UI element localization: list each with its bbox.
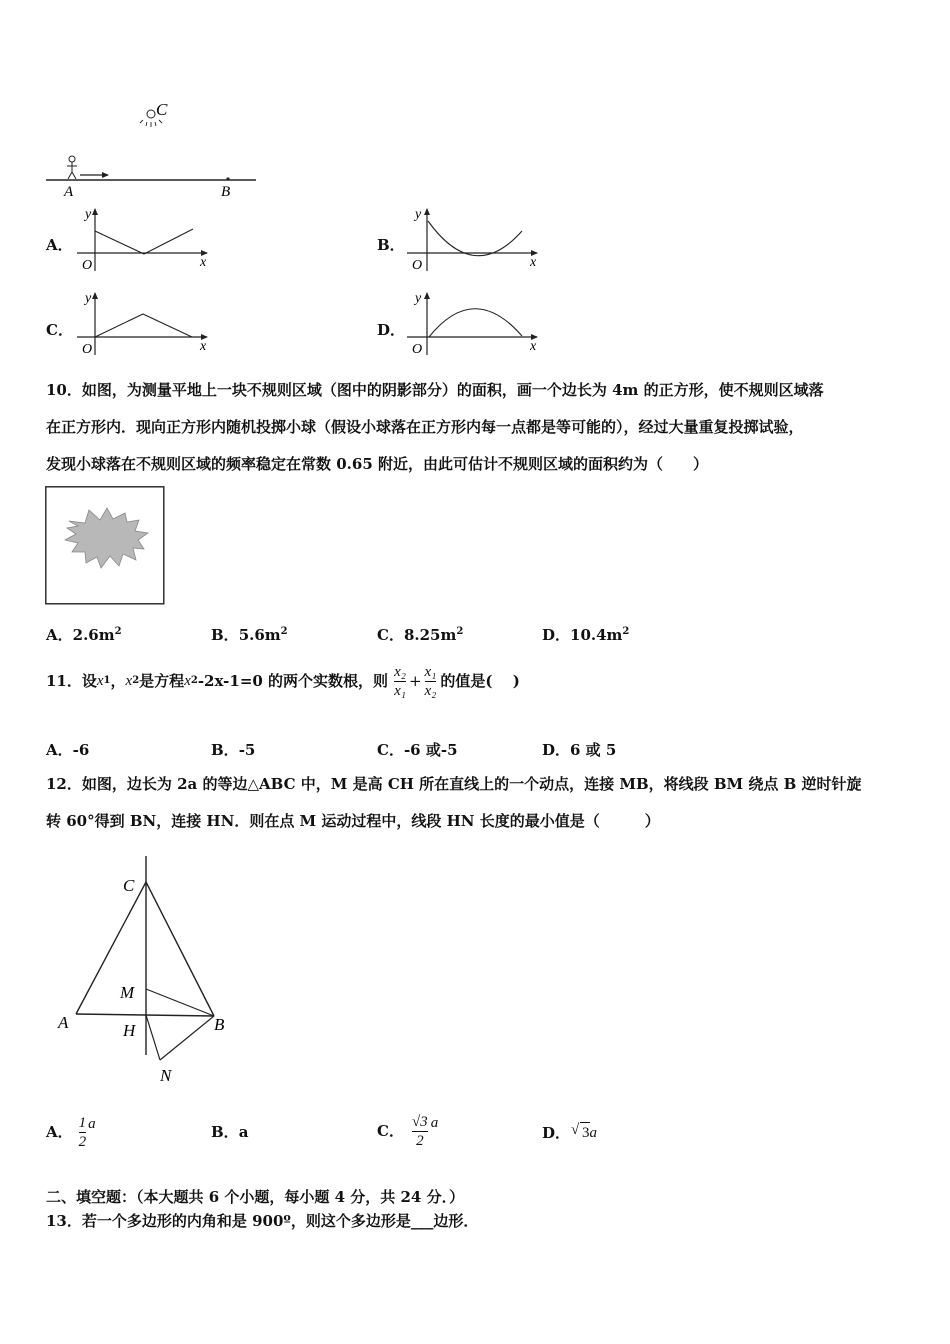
q12-option-b: B．a (211, 1123, 249, 1141)
q9-b-x: x (530, 255, 537, 270)
q12-label-h: H (123, 1021, 136, 1040)
q9-point-b: B (221, 184, 231, 200)
q9-option-b-graph (402, 205, 542, 275)
q11-option-a: A．-6 (46, 741, 90, 759)
q10-line-2: 在正方形内．现向正方形内随机投掷小球（假设小球落在正方形内每一点都是等可能的），经过大量重复投掷试验， (46, 418, 804, 436)
q9-a-x: x (200, 255, 207, 270)
section-2-heading: 二、填空题：（本大题共 6 个小题，每小题 4 分，共 24 分．） (46, 1188, 465, 1206)
q11-option-c: C．-6 或-5 (377, 741, 458, 759)
q12-label-c: C (123, 876, 135, 895)
q10-option-b: B．$5.6m^2$ (211, 626, 288, 644)
q10-option-d: D．$10.4m^2$ (542, 626, 630, 644)
q9-option-c-label: C． (46, 321, 73, 339)
q12-option-a: A． $\frac{1}{2}$ a (46, 1114, 96, 1150)
q9-point-a: A (64, 184, 74, 200)
q12-label-a: A (58, 1013, 69, 1032)
q9-d-y: y (415, 291, 422, 306)
q11-stem: 11．设 x 1 ， x 2 是方程 x 2 -2x-1=0 的两个实数根，则 $\frac{\text{x₂}}{\text{x₁}}$ + $\frac{\text{x₁}}{\text{x₂}}$ 的值是( ) (46, 663, 520, 699)
q10-line-1: 10．如图，为测量平地上一块不规则区域（图中的阴影部分）的面积，画一个边长为 4m 的正方形，使不规则区域落 (46, 381, 824, 399)
q9-c-x: x (200, 339, 207, 354)
q9-option-a-label: A． (46, 236, 73, 254)
q12-option-d: D． √ 3 a (542, 1122, 598, 1142)
q12-line-2: 转 60°得到 BN，连接 HN．则在点 M 运动过程中，线段 HN 长度的最小值是（ ） (46, 812, 660, 830)
q12-triangle-figure (50, 850, 250, 1090)
q10-option-a: A．$2.6m^2$ (46, 626, 122, 644)
q13-stem: 13．若一个多边形的内角和是 900º，则这个多边形是___边形． (46, 1212, 479, 1230)
q9-c-y: y (85, 291, 92, 306)
q9-c-o: O (82, 342, 93, 357)
q10-option-c: C．$8.25m^2$ (377, 626, 464, 644)
q9-d-o: O (412, 342, 423, 357)
q12-label-m: M (120, 983, 135, 1002)
q9-d-x: x (530, 339, 537, 354)
q12-label-b: B (214, 1015, 225, 1034)
q11-fraction-2: $\frac{\text{x₁}}{\text{x₂}}$ (424, 663, 437, 699)
q10-line-3: 发现小球落在不规则区域的频率稳定在常数 0.65 附近，由此可估计不规则区域的面积约为（ ） (46, 455, 708, 473)
q9-option-c-graph (72, 289, 212, 359)
q9-a-o: O (82, 258, 93, 273)
q10-square-figure (45, 486, 165, 605)
q9-b-y: y (415, 207, 422, 222)
q9-option-b-label: B． (377, 236, 405, 254)
q9-scene-figure (40, 95, 260, 200)
q9-a-y: y (85, 207, 92, 222)
q11-option-d: D．6 或 5 (542, 741, 617, 759)
q9-option-d-label: D． (377, 321, 406, 339)
q9-option-a-graph (72, 205, 212, 275)
q9-point-c: C (156, 100, 168, 119)
q12-line-1: 12．如图，边长为 2a 的等边△ABC 中，M 是高 CH 所在直线上的一个动点，连接 MB，将线段 BM 绕点 B 逆时针旋 (46, 775, 862, 793)
q11-option-b: B．-5 (211, 741, 256, 759)
q9-b-o: O (412, 258, 423, 273)
q9-option-d-graph (402, 289, 542, 359)
q11-fraction-1: $\frac{\text{x₂}}{\text{x₁}}$ (394, 663, 406, 699)
sqrt-icon: √ (571, 1122, 580, 1138)
q12-option-c: C． $\frac{√3}{2}$ a (377, 1113, 439, 1149)
q12-label-n: N (160, 1066, 172, 1085)
